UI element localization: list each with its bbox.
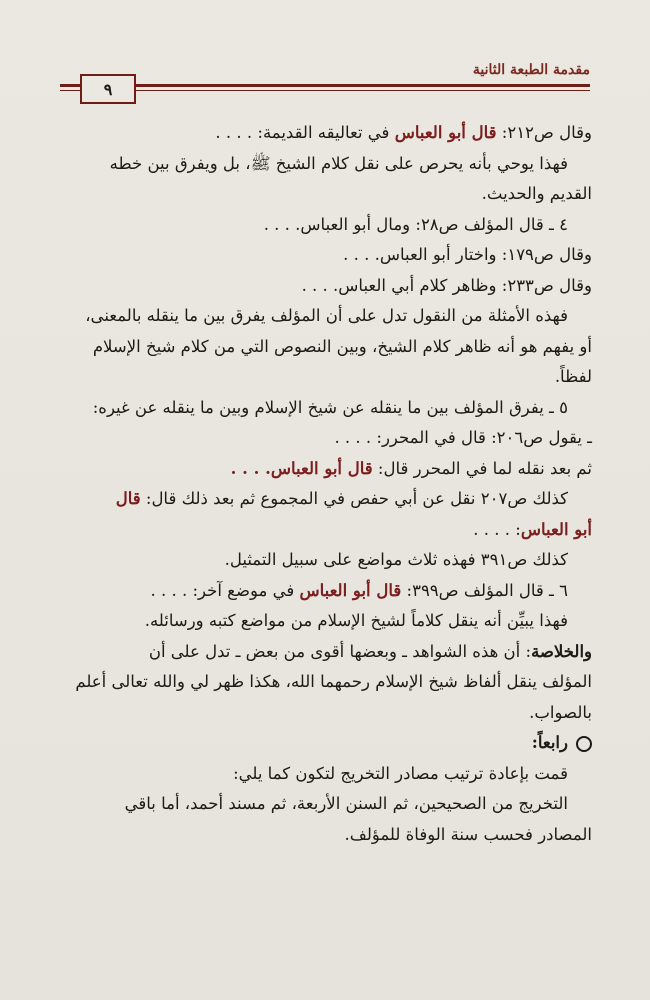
item-5-line-4 (62, 484, 592, 515)
item-5: ٥ ـ يفرق المؤلف بين ما ينقله عن شيخ الإسلام وبين ما ينقله عن غيره: (92, 397, 568, 417)
item-6-line-2: فهذا يبيِّن أنه ينقل كلاماً لشيخ الإسلام من مواضع كتبه ورسائله. (144, 611, 568, 630)
item-5-line-3 (62, 454, 592, 485)
paragraph-examples-2: أو يفهم هو أنه ظاهر كلام الشيخ، وبين النصوص التي من كلام شيخ الإسلام (92, 336, 592, 356)
highlight-abu-abbas: قال أبو العباس (394, 123, 497, 142)
section-fourth-line-1: قمت بإعادة ترتيب مصادر التخريج لتكون كما يلي: (233, 763, 568, 783)
paragraph-2-cont: القديم والحديث. (481, 184, 592, 203)
section-fourth-line-2: التخريج من الصحيحين، ثم السنن الأربعة، ثم مسند أحمد، أما باقي (124, 794, 568, 813)
item-4-line-2: وقال ص١٧٩: واختار أبو العباس. . . . (343, 245, 592, 264)
paragraph-2: فهذا يوحي بأنه يحرص على نقل كلام الشيخ ﷺ، بل ويفرق بين خطه (109, 153, 568, 173)
item-5-line-6: كذلك ص٣٩١ فهذه ثلاث مواضع على سبيل التمثيل. (224, 550, 568, 569)
item-5-line-2: ـ يقول ص٢٠٦: قال في المحرر: . . . . (334, 428, 592, 447)
highlight-abu-abbas: أبو العباس (520, 519, 592, 539)
page-header (60, 62, 590, 102)
highlight-abu-abbas: قال أبو العباس. . . . (230, 458, 373, 478)
item-4-line-3: وقال ص٢٣٣: وظاهر كلام أبي العباس. . . . (301, 275, 592, 295)
section-heading-text: رابعاً: (531, 733, 568, 752)
text-run: : أن هذه الشواهد ـ وبعضها أقوى من بعض ـ تدل على أن (148, 641, 532, 661)
paragraph-1 (62, 118, 592, 149)
header-rule-thin (60, 90, 590, 91)
summary-label: والخلاصة (531, 641, 592, 661)
text-run: ٦ ـ قال المؤلف ص٣٩٩: (401, 580, 568, 600)
summary-line-3: بالصواب. (529, 702, 592, 722)
page-number: ٩ (80, 74, 136, 104)
paragraph-examples-3: لفظاً. (554, 367, 592, 386)
page-body (62, 118, 592, 850)
highlight-qala: قال (115, 489, 141, 508)
text-run: كذلك ص٢٠٧ نقل عن أبي حفص في المجموع ثم بعد ذلك قال: (140, 489, 568, 508)
running-title: مقدمة الطبعة الثانية (472, 62, 590, 78)
text-run: ثم بعد نقله لما في المحرر قال: (372, 458, 592, 478)
paragraph-examples: فهذه الأمثلة من النقول تدل على أن المؤلف يفرق بين ما ينقله بالمعنى، (85, 306, 568, 325)
highlight-abu-abbas: قال أبو العباس (299, 580, 402, 600)
text-run: وقال ص٢١٢: (496, 123, 592, 142)
item-5-line-5 (62, 515, 592, 546)
section-fourth-line-3: المصادر فحسب سنة الوفاة للمؤلف. (344, 824, 592, 844)
text-run: في موضع آخر: . . . . (150, 580, 300, 600)
summary-line-1 (62, 637, 592, 668)
item-6 (62, 576, 592, 607)
circle-bullet-icon (576, 736, 592, 752)
text-run: : . . . . (473, 519, 521, 539)
section-fourth-heading (62, 728, 592, 759)
summary-line-2: المؤلف ينقل ألفاظ شيخ الإسلام رحمهما الله، هكذا ظهر لي والله تعالى أعلم (75, 672, 592, 691)
item-4: ٤ ـ قال المؤلف ص٢٨: ومال أبو العباس. . . . (263, 214, 568, 234)
text-run: في تعاليقه القديمة: . . . . (215, 123, 395, 142)
